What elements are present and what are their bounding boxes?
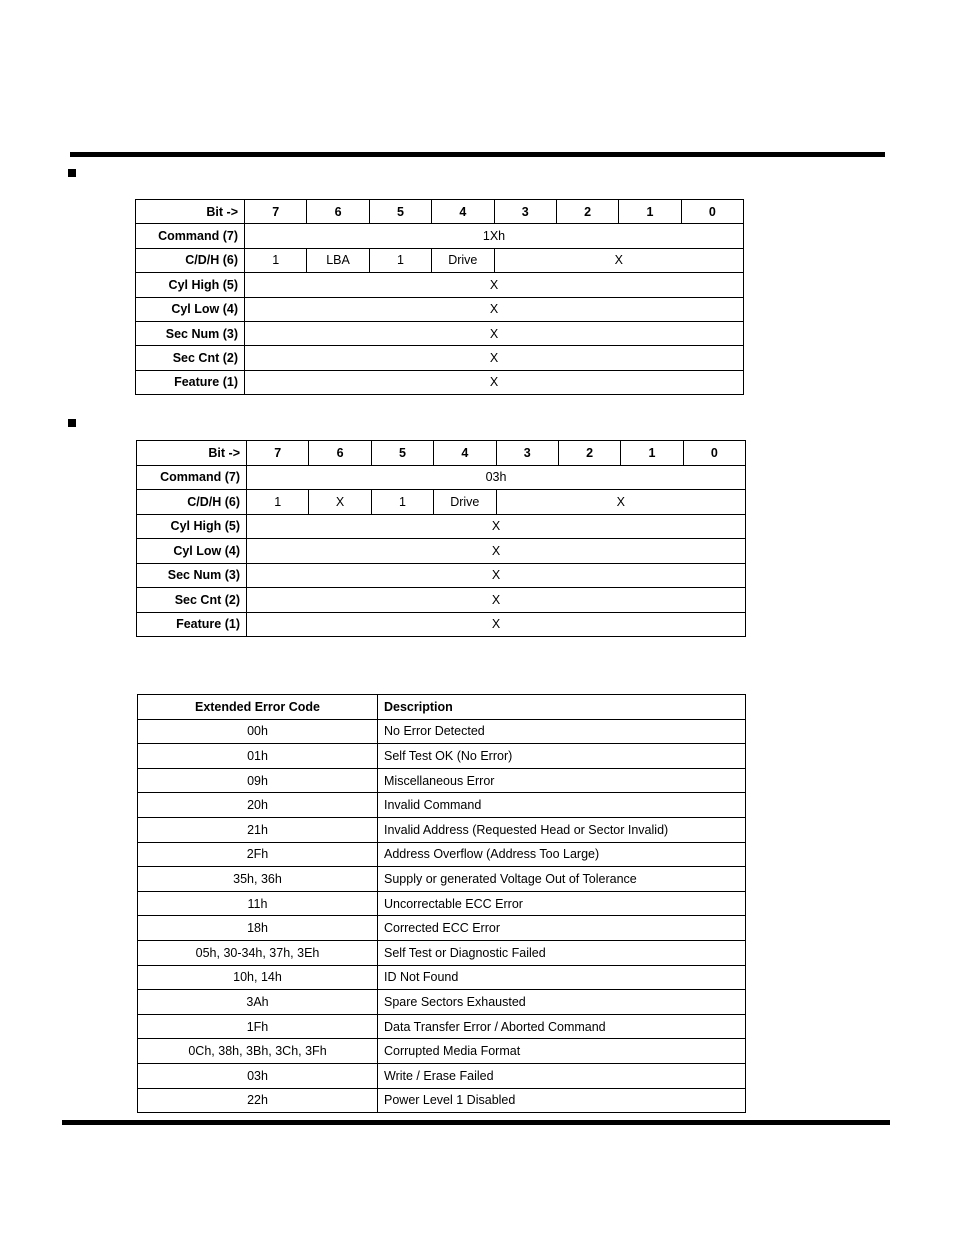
- register-row: [137, 539, 746, 564]
- cdh-bit-4: Drive: [432, 248, 494, 272]
- cdh-bit-6: X: [309, 490, 371, 515]
- error-code: 10h, 14h: [138, 965, 378, 990]
- command-row: [136, 224, 744, 248]
- register-value: X: [247, 563, 746, 588]
- bullet-marker-2: [68, 419, 76, 427]
- register-label: Feature (1): [136, 370, 245, 394]
- table-row: [138, 1039, 746, 1064]
- table-row: [138, 1088, 746, 1113]
- error-description: Invalid Address (Requested Head or Sector Invalid): [378, 817, 746, 842]
- table-row: [138, 891, 746, 916]
- bit-1-header: 1: [619, 200, 681, 224]
- register-label: Cyl Low (4): [136, 297, 245, 321]
- error-code: 35h, 36h: [138, 867, 378, 892]
- register-label: Sec Num (3): [136, 321, 245, 345]
- bit-4-header: 4: [434, 441, 496, 466]
- extended-error-code-table: [137, 694, 746, 1113]
- register-value: X: [245, 370, 744, 394]
- cdh-bit-6: LBA: [307, 248, 369, 272]
- register-label: Cyl High (5): [136, 273, 245, 297]
- error-code: 0Ch, 38h, 3Bh, 3Ch, 3Fh: [138, 1039, 378, 1064]
- table-row: [138, 768, 746, 793]
- error-code: 11h: [138, 891, 378, 916]
- table-row: [138, 744, 746, 769]
- table-row: [138, 1014, 746, 1039]
- register-row: [137, 588, 746, 613]
- cdh-row: [136, 248, 744, 272]
- description-column-header: Description: [378, 695, 746, 720]
- bit-header-label: Bit ->: [137, 441, 247, 466]
- bit-7-header: 7: [245, 200, 307, 224]
- error-description: Supply or generated Voltage Out of Tolerance: [378, 867, 746, 892]
- table-row: [138, 867, 746, 892]
- error-description: Uncorrectable ECC Error: [378, 891, 746, 916]
- bit-1-header: 1: [621, 441, 683, 466]
- register-row: [137, 563, 746, 588]
- error-code: 22h: [138, 1088, 378, 1113]
- register-label: Cyl Low (4): [137, 539, 247, 564]
- register-row: [137, 612, 746, 637]
- register-row: [136, 297, 744, 321]
- register-value: X: [247, 612, 746, 637]
- error-description: Spare Sectors Exhausted: [378, 990, 746, 1015]
- register-row: [136, 321, 744, 345]
- error-code: 05h, 30-34h, 37h, 3Eh: [138, 940, 378, 965]
- register-value: X: [247, 514, 746, 539]
- bit-header-label: Bit ->: [136, 200, 245, 224]
- top-horizontal-rule: [70, 152, 885, 157]
- register-value: X: [245, 273, 744, 297]
- register-value: X: [247, 539, 746, 564]
- cdh-label: C/D/H (6): [137, 490, 247, 515]
- register-row: [136, 370, 744, 394]
- cdh-bit-5: 1: [371, 490, 433, 515]
- error-code: 18h: [138, 916, 378, 941]
- command-row: [137, 465, 746, 490]
- cdh-bit-7: 1: [245, 248, 307, 272]
- bit-header-row: [136, 200, 744, 224]
- bit-3-header: 3: [494, 200, 556, 224]
- cdh-bit-7: 1: [247, 490, 309, 515]
- error-description: Power Level 1 Disabled: [378, 1088, 746, 1113]
- bit-header-row: [137, 441, 746, 466]
- bit-5-header: 5: [369, 200, 431, 224]
- bit-7-header: 7: [247, 441, 309, 466]
- bit-6-header: 6: [309, 441, 371, 466]
- table-row: [138, 719, 746, 744]
- register-value: X: [245, 297, 744, 321]
- bit-0-header: 0: [683, 441, 745, 466]
- error-description: Corrupted Media Format: [378, 1039, 746, 1064]
- register-row: [136, 346, 744, 370]
- bit-5-header: 5: [371, 441, 433, 466]
- register-value: X: [245, 321, 744, 345]
- cdh-row: [137, 490, 746, 515]
- cdh-bits-3-0: X: [496, 490, 746, 515]
- bottom-horizontal-rule: [62, 1120, 890, 1125]
- error-table-header-row: [138, 695, 746, 720]
- register-label: Feature (1): [137, 612, 247, 637]
- register-table-2: [136, 440, 746, 637]
- cdh-bit-4: Drive: [434, 490, 496, 515]
- cdh-bits-3-0: X: [494, 248, 744, 272]
- error-description: Address Overflow (Address Too Large): [378, 842, 746, 867]
- register-label: Cyl High (5): [137, 514, 247, 539]
- table-row: [138, 793, 746, 818]
- error-code: 09h: [138, 768, 378, 793]
- error-description: Data Transfer Error / Aborted Command: [378, 1014, 746, 1039]
- error-description: No Error Detected: [378, 719, 746, 744]
- error-code: 00h: [138, 719, 378, 744]
- table-row: [138, 842, 746, 867]
- bullet-marker-1: [68, 169, 76, 177]
- table-row: [138, 1063, 746, 1088]
- bit-2-header: 2: [556, 200, 618, 224]
- register-value: X: [247, 588, 746, 613]
- error-description: Write / Erase Failed: [378, 1063, 746, 1088]
- error-code: 03h: [138, 1063, 378, 1088]
- error-description: Corrected ECC Error: [378, 916, 746, 941]
- error-description: ID Not Found: [378, 965, 746, 990]
- error-description: Miscellaneous Error: [378, 768, 746, 793]
- error-description: Self Test OK (No Error): [378, 744, 746, 769]
- bit-0-header: 0: [681, 200, 743, 224]
- register-label: Sec Cnt (2): [136, 346, 245, 370]
- table-row: [138, 990, 746, 1015]
- register-label: Sec Cnt (2): [137, 588, 247, 613]
- bit-2-header: 2: [558, 441, 620, 466]
- error-code: 21h: [138, 817, 378, 842]
- error-description: Self Test or Diagnostic Failed: [378, 940, 746, 965]
- table-row: [138, 940, 746, 965]
- register-value: X: [245, 346, 744, 370]
- bit-6-header: 6: [307, 200, 369, 224]
- error-description: Invalid Command: [378, 793, 746, 818]
- code-column-header: Extended Error Code: [138, 695, 378, 720]
- error-code: 2Fh: [138, 842, 378, 867]
- error-code: 3Ah: [138, 990, 378, 1015]
- cdh-label: C/D/H (6): [136, 248, 245, 272]
- bit-3-header: 3: [496, 441, 558, 466]
- bit-4-header: 4: [432, 200, 494, 224]
- command-value: 03h: [247, 465, 746, 490]
- command-value: 1Xh: [245, 224, 744, 248]
- table-row: [138, 817, 746, 842]
- command-label: Command (7): [137, 465, 247, 490]
- register-label: Sec Num (3): [137, 563, 247, 588]
- register-row: [136, 273, 744, 297]
- table-row: [138, 916, 746, 941]
- register-table-1: [135, 199, 744, 395]
- command-label: Command (7): [136, 224, 245, 248]
- table-row: [138, 965, 746, 990]
- error-code: 20h: [138, 793, 378, 818]
- register-row: [137, 514, 746, 539]
- error-code: 1Fh: [138, 1014, 378, 1039]
- error-code: 01h: [138, 744, 378, 769]
- cdh-bit-5: 1: [369, 248, 431, 272]
